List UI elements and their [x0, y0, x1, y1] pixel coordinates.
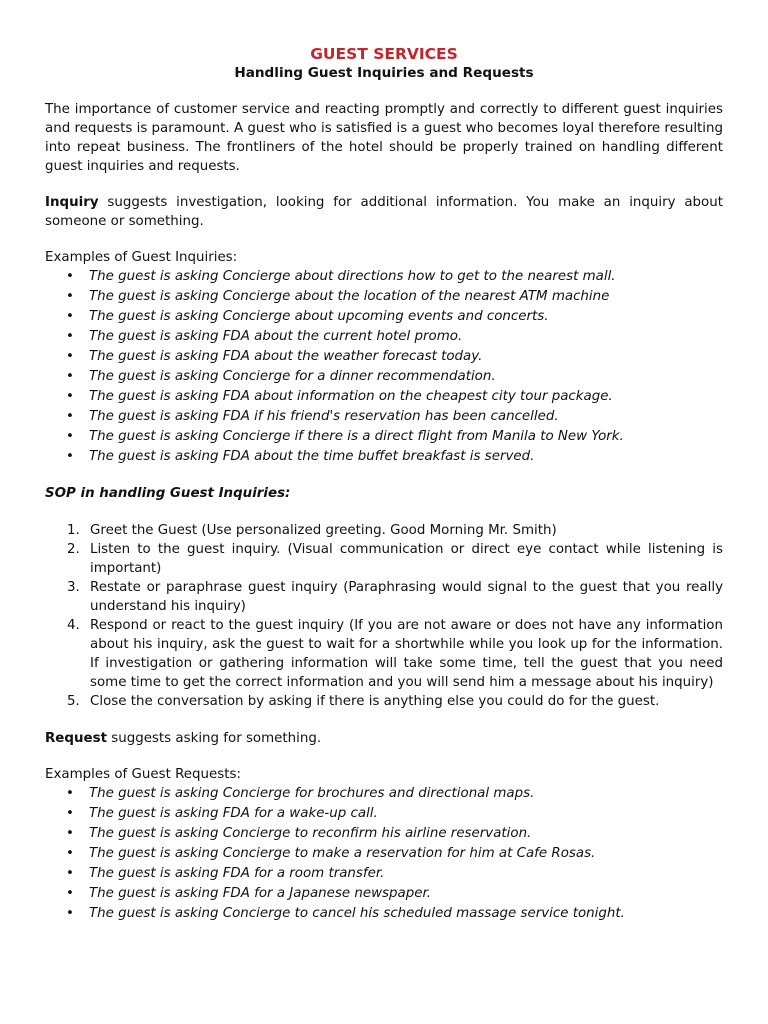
step-number: 5. [67, 694, 80, 709]
step-number: 3. [67, 580, 80, 595]
list-item-text: The guest is asking Concierge for a dinner recommendation. [89, 369, 496, 384]
bullet-icon: • [66, 389, 74, 404]
bullet-icon: • [66, 269, 74, 284]
list-item-text: The guest is asking Concierge for brochures and directional maps. [89, 786, 535, 801]
bullet-icon: • [66, 429, 74, 444]
list-item-text: The guest is asking Concierge to cancel his scheduled massage service tonight. [89, 906, 625, 921]
bullet-icon: • [66, 449, 74, 464]
list-item [45, 287, 723, 307]
request-term: Request [45, 731, 107, 746]
sop-step [45, 521, 723, 540]
list-item-text: The guest is asking FDA for a Japanese newspaper. [89, 886, 431, 901]
sop-step [45, 578, 723, 616]
request-definition [45, 729, 723, 748]
bullet-icon: • [66, 846, 74, 861]
bullet-icon: • [66, 806, 74, 821]
sop-heading: SOP in handling Guest Inquiries: [45, 486, 291, 501]
list-item-text: The guest is asking Concierge about directions how to get to the nearest mall. [89, 269, 616, 284]
list-item-text: The guest is asking Concierge about the location of the nearest ATM machine [89, 289, 610, 304]
sop-steps-list [45, 521, 723, 711]
list-item [45, 824, 723, 844]
list-item [45, 267, 723, 287]
request-examples-heading: Examples of Guest Requests: [45, 767, 241, 782]
request-definition-text: suggests asking for something. [106, 731, 322, 746]
step-number: 2. [67, 542, 80, 557]
list-item [45, 447, 723, 467]
document-page [45, 44, 723, 941]
bullet-icon: • [66, 866, 74, 881]
step-text: Listen to the guest inquiry. (Visual communication or direct eye contact while listening is important) [90, 542, 723, 576]
bullet-icon: • [66, 886, 74, 901]
list-item-text: The guest is asking FDA about the time buffet breakfast is served. [89, 449, 535, 464]
step-text: Restate or paraphrase guest inquiry (Paraphrasing would signal to the guest that you really understand his inquiry) [90, 580, 723, 614]
step-text: Greet the Guest (Use personalized greeting. Good Morning Mr. Smith) [90, 523, 557, 538]
list-item-text: The guest is asking Concierge to reconfirm his airline reservation. [89, 826, 532, 841]
bullet-icon: • [66, 826, 74, 841]
inquiry-definition [45, 193, 723, 231]
bullet-icon: • [66, 369, 74, 384]
list-item [45, 784, 723, 804]
list-item [45, 327, 723, 347]
request-examples-list [45, 784, 723, 924]
list-item-text: The guest is asking FDA about the current hotel promo. [89, 329, 463, 344]
inquiry-definition-text: suggests investigation, looking for additional information. You make an inquiry about someone or something. [45, 195, 723, 229]
list-item [45, 407, 723, 427]
sop-step [45, 616, 723, 692]
intro-paragraph: The importance of customer service and reacting promptly and correctly to different guest inquiries and requests is paramount. A guest who is satisfied is a guest who becomes loyal therefore resulting into repeat business. The frontliners of the hotel should be properly trained on handling different guest inquiries and requests. [45, 102, 723, 174]
list-item [45, 307, 723, 327]
inquiry-examples-heading: Examples of Guest Inquiries: [45, 250, 238, 265]
document-title: GUEST SERVICES [310, 45, 458, 63]
list-item-text: The guest is asking FDA for a room transfer. [89, 866, 385, 881]
list-item [45, 844, 723, 864]
list-item-text: The guest is asking Concierge about upcoming events and concerts. [89, 309, 549, 324]
bullet-icon: • [66, 289, 74, 304]
bullet-icon: • [66, 329, 74, 344]
sop-step [45, 540, 723, 578]
list-item [45, 387, 723, 407]
list-item-text: The guest is asking FDA about the weather forecast today. [89, 349, 483, 364]
list-item-text: The guest is asking FDA if his friend's reservation has been cancelled. [89, 409, 559, 424]
list-item-text: The guest is asking Concierge if there is a direct flight from Manila to New York. [89, 429, 624, 444]
list-item [45, 864, 723, 884]
bullet-icon: • [66, 309, 74, 324]
list-item [45, 367, 723, 387]
list-item-text: The guest is asking FDA about information on the cheapest city tour package. [89, 389, 613, 404]
sop-step [45, 692, 723, 711]
list-item [45, 427, 723, 447]
list-item [45, 904, 723, 924]
inquiry-term: Inquiry [45, 195, 99, 210]
bullet-icon: • [66, 409, 74, 424]
inquiry-examples-list [45, 267, 723, 467]
bullet-icon: • [66, 349, 74, 364]
list-item-text: The guest is asking FDA for a wake-up call. [89, 806, 378, 821]
list-item [45, 347, 723, 367]
bullet-icon: • [66, 786, 74, 801]
document-subtitle: Handling Guest Inquiries and Requests [234, 65, 534, 81]
list-item [45, 804, 723, 824]
bullet-icon: • [66, 906, 74, 921]
list-item-text: The guest is asking Concierge to make a reservation for him at Cafe Rosas. [89, 846, 596, 861]
step-number: 1. [67, 523, 80, 538]
step-text: Respond or react to the guest inquiry (If you are not aware or does not have any information about his inquiry, ask the guest to wait for a shortwhile while you look up for the information. If investigation or gathering information will take some time, tell the guest that you need some time to get the correct information and you will send him a message about his inquiry) [90, 618, 723, 690]
list-item [45, 884, 723, 904]
step-number: 4. [67, 618, 80, 633]
step-text: Close the conversation by asking if there is anything else you could do for the guest. [90, 694, 660, 709]
